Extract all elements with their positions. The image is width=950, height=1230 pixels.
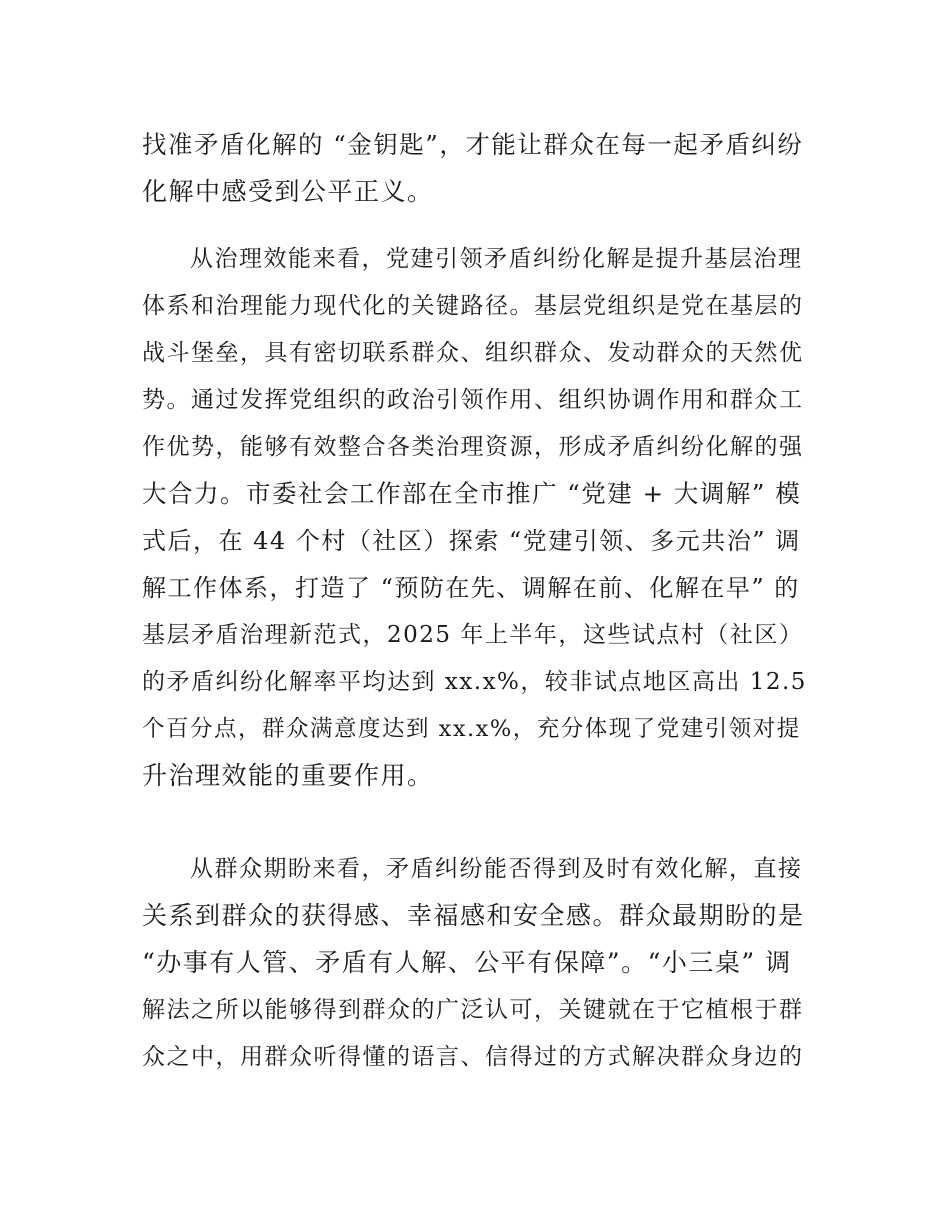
paragraph-2-line-8: 解工作体系，打造了 “预防在先、调解在前、化解在早” 的 [142, 574, 800, 602]
paragraph-3-line-3: “办事有人管、矛盾有人解、公平有保障”。“小三桌” 调 [142, 948, 792, 977]
paragraph-2-line-9: 基层矛盾治理新范式，2025 年上半年，这些试点村（社区） [142, 622, 804, 648]
paragraph-2-line-7: 式后，在 44 个村（社区）探索 “党建引领、多元共治” 调 [142, 527, 801, 555]
paragraph-2-line-2: 体系和治理能力现代化的关键路径。基层党组织是党在基层的 [142, 293, 804, 319]
paragraph-1-line-1: 找准矛盾化解的 “金钥匙”，才能让群众在每一起矛盾纠纷 [142, 130, 804, 159]
paragraph-2-line-6: 大合力。市委社会工作部在全市推广 “党建 + 大调解” 模 [142, 479, 802, 508]
paragraph-2-line-4: 势。通过发挥党组织的政治引领作用、组织协调作用和群众工 [142, 387, 804, 413]
paragraph-2-line-11: 个百分点，群众满意度达到 xx.x%，充分体现了党建引领对提 [142, 716, 801, 742]
paragraph-2-line-12: 升治理效能的重要作用。 [142, 761, 434, 790]
paragraph-2-line-1: 从治理效能来看，党建引领矛盾纠纷化解是提升基层治理 [190, 246, 803, 272]
paragraph-1-line-2: 化解中感受到公平正义。 [142, 177, 434, 206]
paragraph-3-line-1: 从群众期盼来看，矛盾纠纷能否得到及时有效化解，直接 [190, 856, 803, 882]
paragraph-2-line-10: 的矛盾纠纷化解率平均达到 xx.x%，较非试点地区高出 12.5 [142, 669, 807, 695]
paragraph-2-line-5: 作优势，能够有效整合各类治理资源，形成矛盾纠纷化解的强 [142, 434, 804, 460]
paragraph-3-line-4: 解法之所以能够得到群众的广泛认可，关键就在于它植根于群 [142, 997, 804, 1023]
paragraph-3-line-2: 关系到群众的获得感、幸福感和安全感。群众最期盼的是 [142, 901, 805, 930]
paragraph-2-line-3: 战斗堡垒，具有密切联系群众、组织群众、发动群众的天然优 [142, 340, 804, 366]
paragraph-3-line-5: 众之中，用群众听得懂的语言、信得过的方式解决群众身边的 [142, 1044, 804, 1070]
